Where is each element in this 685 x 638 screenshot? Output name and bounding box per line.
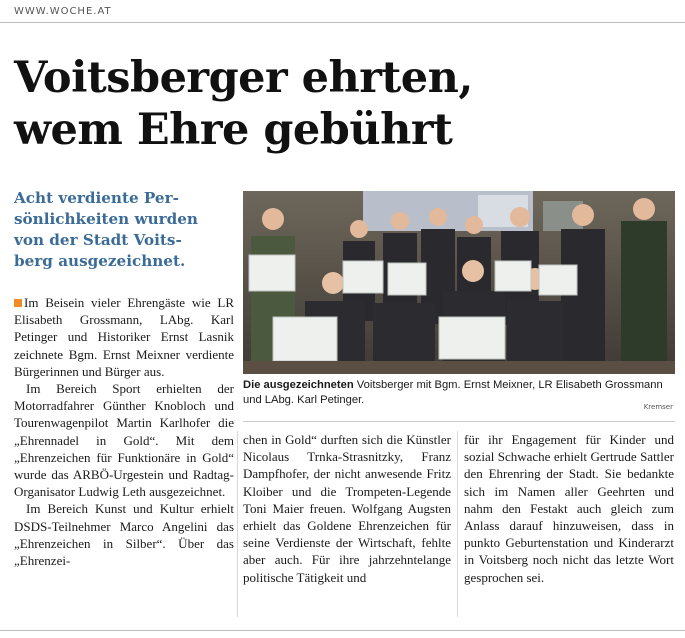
article-column-1 [14, 294, 234, 569]
article-column-2 [243, 431, 451, 586]
paragraph: Im Bereich Kunst und Kultur erhielt DSDS-Teilnehmer Marco Angelini das „Ehrenzeichen in Silber“. Über das „Ehrenzei- [14, 501, 234, 569]
subhead-line: Acht verdiente Per- [14, 189, 179, 207]
subheadline [14, 188, 244, 272]
section-marker-icon [14, 299, 22, 307]
group-photo-illustration [243, 191, 675, 374]
caption-text: Voitsberger mit Bgm. Ernst Meixner, LR Elisabeth Grossmann und LAbg. Karl Petinger. [243, 379, 663, 406]
caption-lead: Die ausgezeichneten [243, 379, 354, 391]
paragraph: Im Bereich Sport erhielten der Motorradfahrer Günther Knobloch und Tourenwagenpilot Martin Karlhofer die „Ehrennadel in Gold“. Mit dem „Ehrenzeichen für Funktionäre in Gold“ wurde das ARBÖ-Urgestein und Radtag-Organisator Ludwig Leth ausgezeichnet. [14, 381, 234, 500]
paragraph-text: Im Beisein vieler Ehrengäste wie LR Elisabeth Grossmann, LAbg. Karl Petinger und Historiker Ernst Lasnik zeichnete Bgm. Ernst Meixner verdiente Bürgerinnen und Bürger aus. [14, 295, 234, 379]
group-photo [243, 191, 675, 374]
subhead-line: berg ausgezeichnet. [14, 252, 186, 270]
headline-line-2: wem Ehre gebührt [14, 105, 453, 155]
column-rule [237, 431, 238, 617]
site-url: WWW.WOCHE.AT [14, 6, 112, 17]
headline-line-1: Voitsberger ehrten, [14, 53, 473, 103]
subhead-line: sönlichkeiten wurden [14, 210, 198, 228]
article-column-3 [464, 431, 674, 586]
caption-divider [243, 421, 675, 422]
paragraph: chen in Gold“ durften sich die Künstler Nicolaus Trnka-Strasnitzky, Franz Dampfhofer, der nicht anwesende Fritz Kloiber und die Trompeten-Legende Toni Maier freuen. Wolfgang Augsten erhielt das Goldene Ehrenzeichen für seine Verdienste der Wirtschaft, fehlte aber auch. Für ihre jahrzehntelange politische Tätigkeit und [243, 432, 451, 585]
photo-credit: Kremser [643, 403, 673, 411]
paragraph [14, 294, 234, 380]
photo-caption [243, 378, 675, 408]
headline [14, 52, 674, 156]
subhead-line: von der Stadt Voits- [14, 231, 182, 249]
bottom-rule [0, 630, 685, 631]
paragraph: für ihr Engagement für Kinder und sozial Schwache erhielt Gertrude Sattler den Ehrenring der Stadt. Sie bedankte sich im Namen aller Geehrten und nahm den Festakt auch gleich zum Anlass darauf hinzuweisen, dass in punkto Geburtenstation und Kinderarzt in Voitsberg noch nicht das letzte Wort gesprochen sei. [464, 432, 674, 585]
column-rule [457, 431, 458, 617]
